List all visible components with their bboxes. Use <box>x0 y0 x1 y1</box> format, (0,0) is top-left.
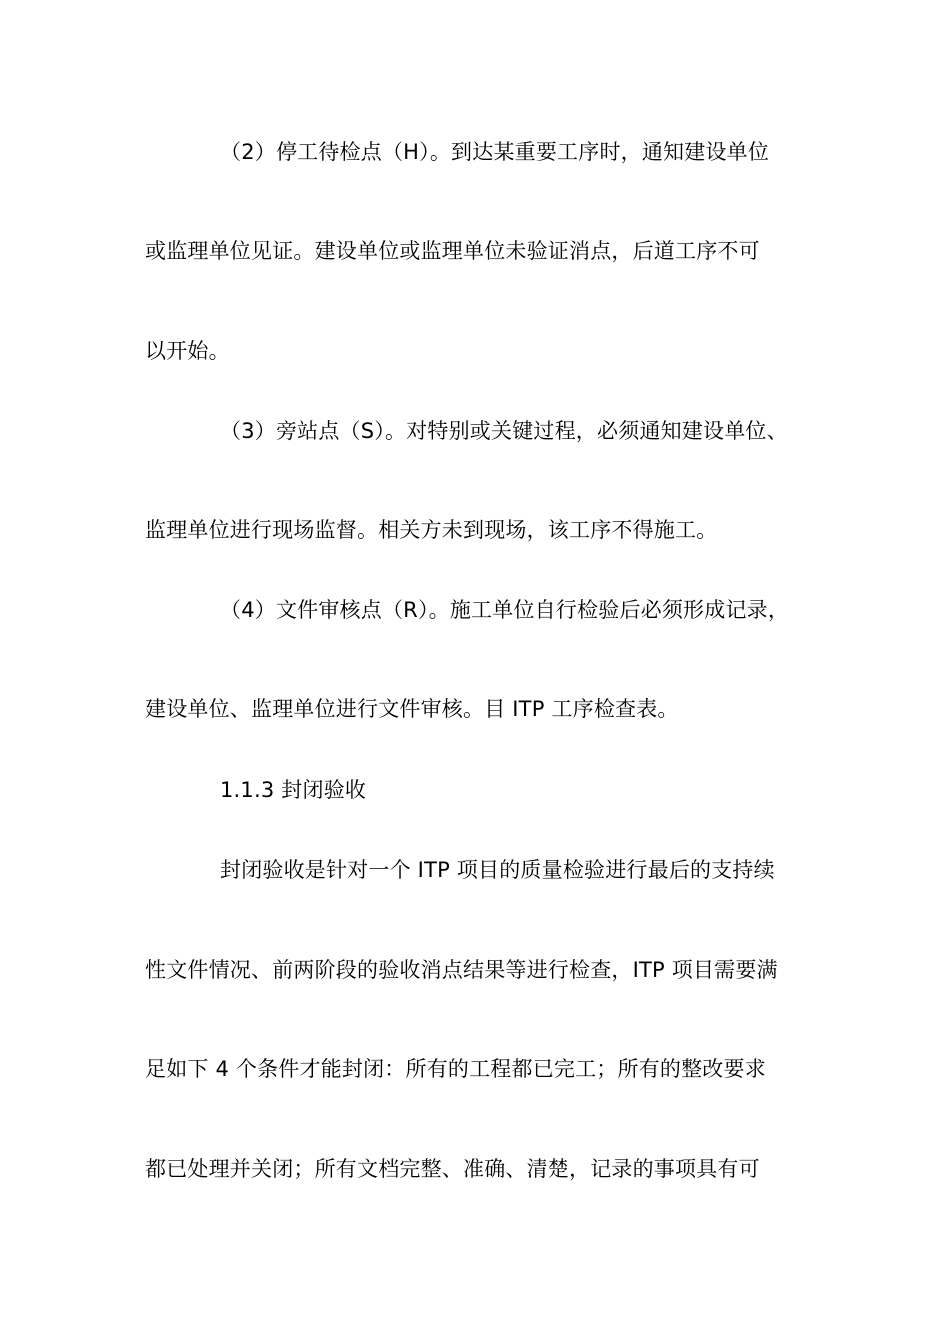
paragraph-line: 以开始。 <box>145 339 230 363</box>
paragraph-line: 封闭验收是针对一个 ITP 项目的质量检验进行最后的支持续 <box>220 858 775 882</box>
paragraph-line: 或监理单位见证。建设单位或监理单位未验证消点，后道工序不可 <box>145 239 760 263</box>
paragraph-line: 性文件情况、前两阶段的验收消点结果等进行检查，ITP 项目需要满 <box>145 958 778 982</box>
paragraph-line: 建设单位、监理单位进行文件审核。目 ITP 工序检查表。 <box>145 697 679 721</box>
paragraph-line: 监理单位进行现场监督。相关方未到现场，该工序不得施工。 <box>145 518 718 542</box>
paragraph-line: （3）旁站点（S）。对特别或关键过程，必须通知建设单位、 <box>220 419 788 443</box>
section-heading: 1.1.3 封闭验收 <box>220 778 367 802</box>
paragraph-line: （4）文件审核点（R）。施工单位自行检验后必须形成记录， <box>220 598 790 622</box>
paragraph-line: （2）停工待检点（H）。到达某重要工序时，通知建设单位 <box>220 140 770 164</box>
paragraph-line: 都已处理并关闭；所有文档完整、准确、清楚，记录的事项具有可 <box>145 1157 760 1181</box>
paragraph-line: 足如下 4 个条件才能封闭：所有的工程都已完工；所有的整改要求 <box>145 1057 766 1081</box>
